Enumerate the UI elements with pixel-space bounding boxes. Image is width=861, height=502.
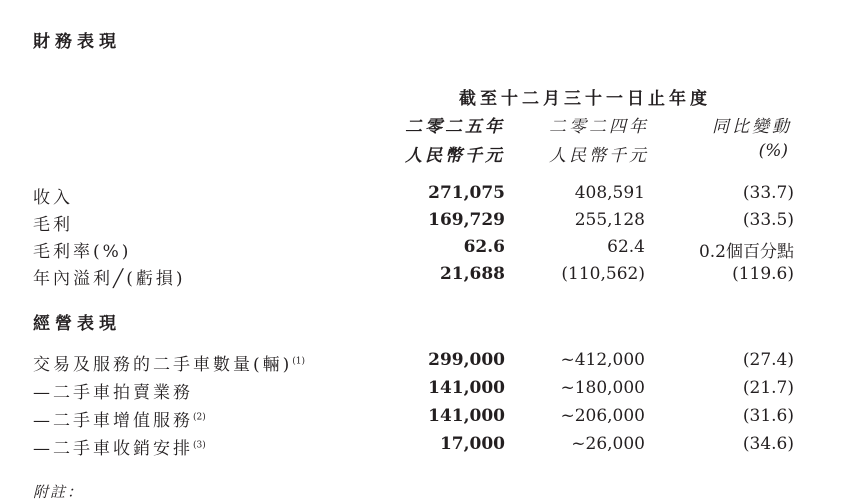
row-label: 交易及服務的二手車數量(輛)$^{(1)}$: [33, 355, 306, 375]
row-label: 毛利率(%): [33, 242, 132, 262]
row-label: —二手車增值服務$^{(2)}$: [33, 411, 206, 431]
prior-value: (110,562): [561, 264, 645, 284]
yoy-header: 同比變動: [712, 117, 792, 137]
current-value: 169,729: [428, 210, 505, 230]
prior-value: ~180,000: [560, 378, 645, 398]
prior-value: 255,128: [574, 210, 645, 230]
operating-section-title: 經營表現: [33, 314, 121, 334]
current-value: 299,000: [428, 350, 505, 370]
row-label: 收入: [33, 188, 73, 208]
footnote-marker: (2): [193, 412, 206, 423]
yoy-value: (33.7): [742, 183, 794, 203]
current-value: 271,075: [428, 183, 505, 203]
prior-year-header: 二零二四年: [549, 117, 649, 137]
period-header: 截至十二月三十一日止年度: [459, 89, 711, 109]
current-value: 21,688: [439, 264, 505, 284]
current-value: 141,000: [428, 406, 505, 426]
yoy-value: (27.4): [742, 350, 794, 370]
notes-label: 附註：: [33, 483, 85, 501]
prior-value: ~206,000: [560, 406, 645, 426]
row-label: —二手車收銷安排$^{(3)}$: [33, 439, 206, 459]
prior-value: ~412,000: [560, 350, 645, 370]
yoy-value: (33.5): [742, 210, 794, 230]
row-label: 毛利: [33, 215, 73, 235]
yoy-value: (34.6): [742, 434, 794, 454]
current-year-header: 二零二五年: [405, 117, 505, 137]
prior-value: ~26,000: [571, 434, 645, 454]
current-value: 62.6: [463, 237, 505, 257]
prior-unit-header: 人民幣千元: [549, 146, 649, 166]
financial-section-title: 財務表現: [33, 32, 121, 52]
footnote-marker: (3): [193, 440, 206, 451]
yoy-value: (31.6): [742, 406, 794, 426]
prior-value: 62.4: [607, 237, 645, 257]
yoy-value: 0.2個百分點: [698, 242, 794, 262]
prior-value: 408,591: [574, 183, 645, 203]
footnote-marker: (1): [292, 356, 306, 367]
current-value: 17,000: [439, 434, 505, 454]
yoy-value: (119.6): [732, 264, 794, 284]
yoy-unit-header: (%): [758, 141, 788, 161]
row-label: —二手車拍賣業務: [33, 383, 193, 403]
row-label: 年內溢利╱(虧損): [33, 269, 186, 289]
current-unit-header: 人民幣千元: [405, 146, 505, 166]
current-value: 141,000: [428, 378, 505, 398]
yoy-value: (21.7): [742, 378, 794, 398]
